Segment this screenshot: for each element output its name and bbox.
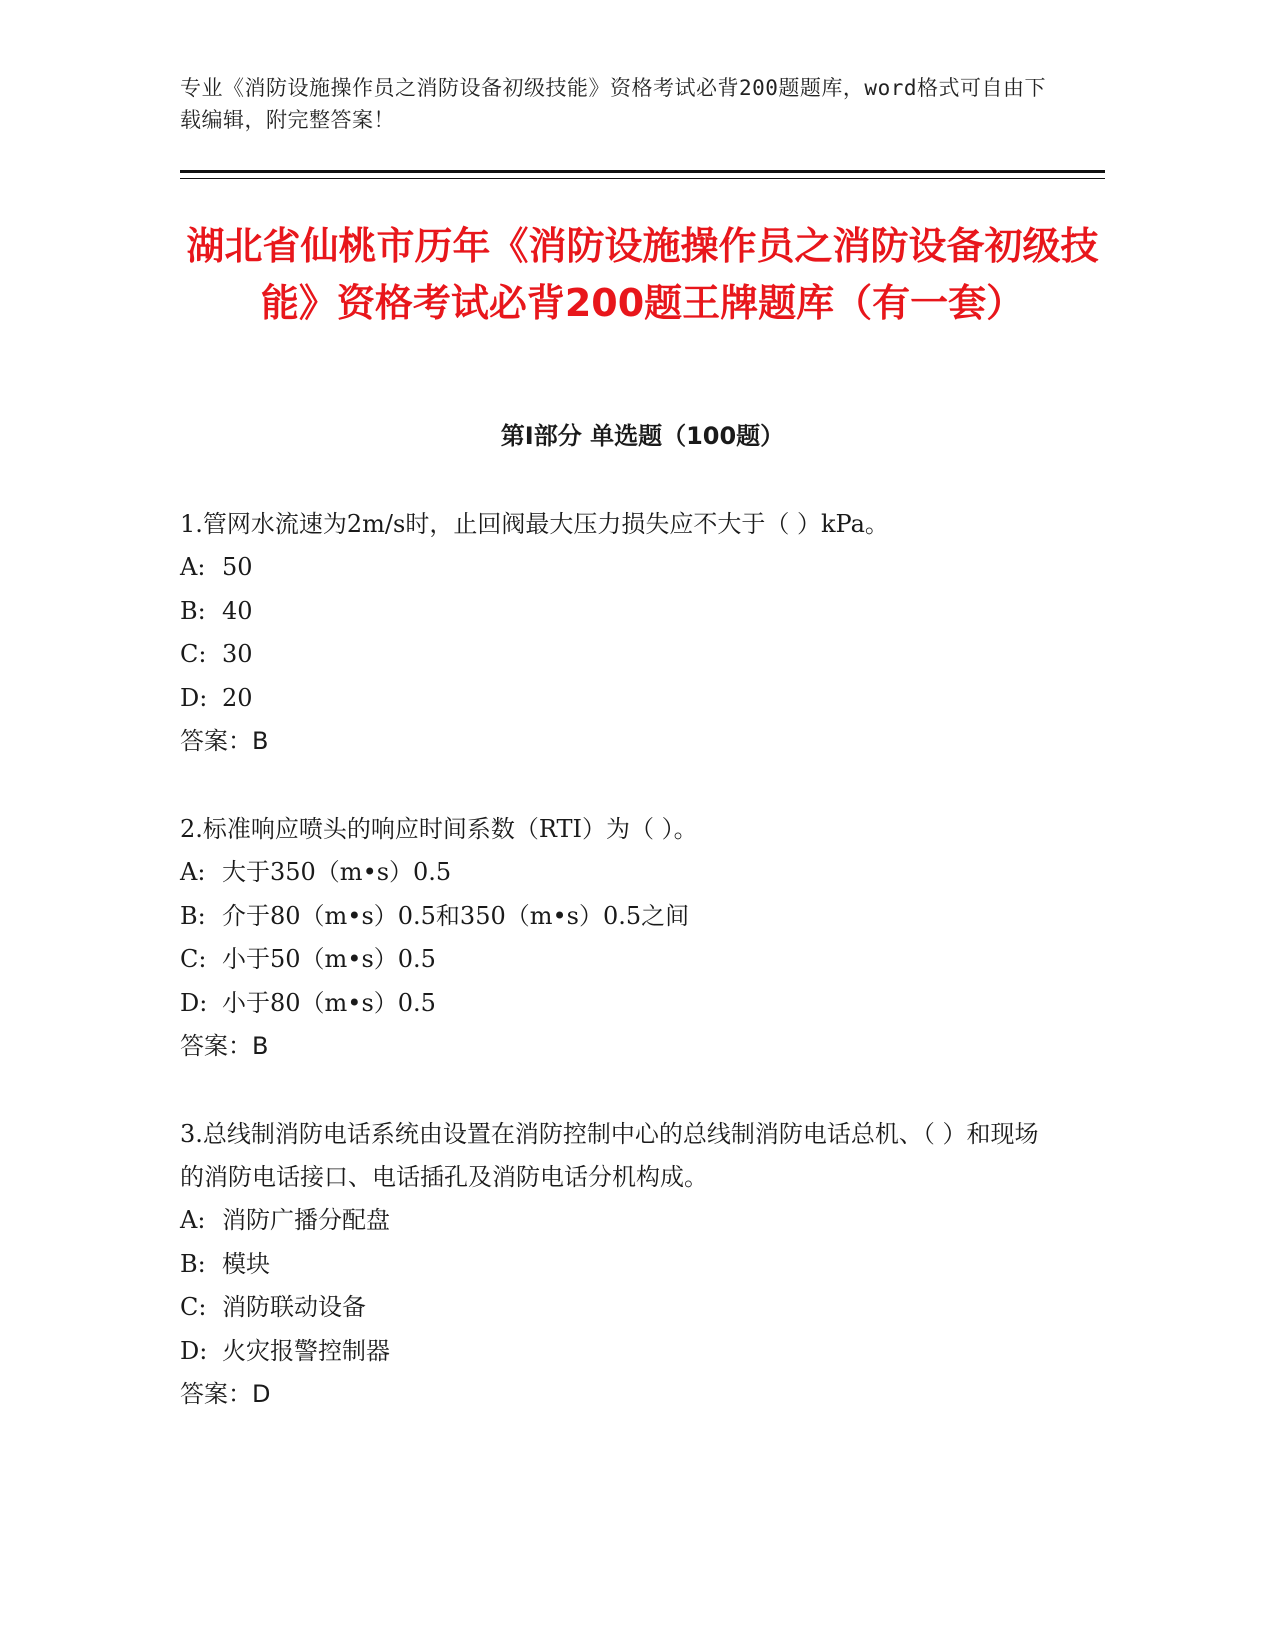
- option-a: [180, 1199, 1060, 1243]
- header-note: 专业《消防设施操作员之消防设备初级技能》资格考试必背200题题库，word格式可自由下载编辑，附完整答案！: [180, 76, 1046, 132]
- option-d: [180, 1330, 1060, 1374]
- option-text: 20: [222, 683, 253, 712]
- option-text: 消防广播分配盘: [222, 1206, 390, 1234]
- option-text: 小于50（m•s）0.5: [222, 945, 436, 973]
- option-d: [180, 982, 1060, 1026]
- option-a: [180, 546, 1060, 590]
- question-stem: 1.管网水流速为2m/s时，止回阀最大压力损失应不大于（ ）kPa。: [180, 510, 889, 538]
- option-text: 小于80（m•s）0.5: [222, 988, 436, 1017]
- section-heading: 第I部分 单选题（100题）: [500, 422, 785, 450]
- option-key: C:: [180, 1293, 207, 1321]
- answer-line: 答案：B: [180, 727, 269, 755]
- document-title: 湖北省仙桃市历年《消防设施操作员之消防设备初级技能》资格考试必背200题王牌题库（有一套）: [186, 224, 1099, 325]
- option-key: A:: [180, 553, 206, 581]
- option-c: [180, 1286, 1060, 1330]
- option-c: [180, 938, 1060, 982]
- option-key: D:: [180, 1336, 208, 1365]
- header-divider-thick: [180, 170, 1105, 173]
- option-b: [180, 895, 1060, 939]
- option-a: [180, 851, 1060, 895]
- answer-line: 答案：B: [180, 1032, 269, 1060]
- question-1: [180, 503, 1060, 764]
- option-text: 介于80（m•s）0.5和350（m•s）0.5之间: [222, 901, 690, 930]
- option-key: C:: [180, 640, 207, 668]
- option-key: C:: [180, 945, 207, 973]
- option-key: A:: [180, 858, 206, 886]
- option-b: [180, 1243, 1060, 1287]
- option-key: B:: [180, 901, 206, 930]
- option-key: B:: [180, 596, 206, 625]
- option-key: D:: [180, 988, 208, 1017]
- option-text: 30: [222, 640, 253, 668]
- question-stem: 2.标准响应喷头的响应时间系数（RTI）为（ ）。: [180, 815, 698, 843]
- option-text: 40: [222, 596, 253, 625]
- option-text: 大于350（m•s）0.5: [222, 858, 452, 886]
- question-stem: 3.总线制消防电话系统由设置在消防控制中心的总线制消防电话总机、（ ）和现场的消防电话接口、电话插孔及消防电话分机构成。: [180, 1120, 1039, 1191]
- option-d: [180, 677, 1060, 721]
- answer-line: 答案：D: [180, 1380, 271, 1408]
- option-key: B:: [180, 1249, 206, 1278]
- option-b: [180, 590, 1060, 634]
- question-2: [180, 808, 1060, 1069]
- option-text: 模块: [222, 1249, 270, 1278]
- option-c: [180, 633, 1060, 677]
- option-text: 50: [222, 553, 253, 581]
- option-text: 火灾报警控制器: [222, 1336, 390, 1365]
- header-divider-thin: [180, 178, 1105, 179]
- option-key: D:: [180, 683, 208, 712]
- question-3: [180, 1113, 1060, 1417]
- option-key: A:: [180, 1206, 206, 1234]
- option-text: 消防联动设备: [222, 1293, 366, 1321]
